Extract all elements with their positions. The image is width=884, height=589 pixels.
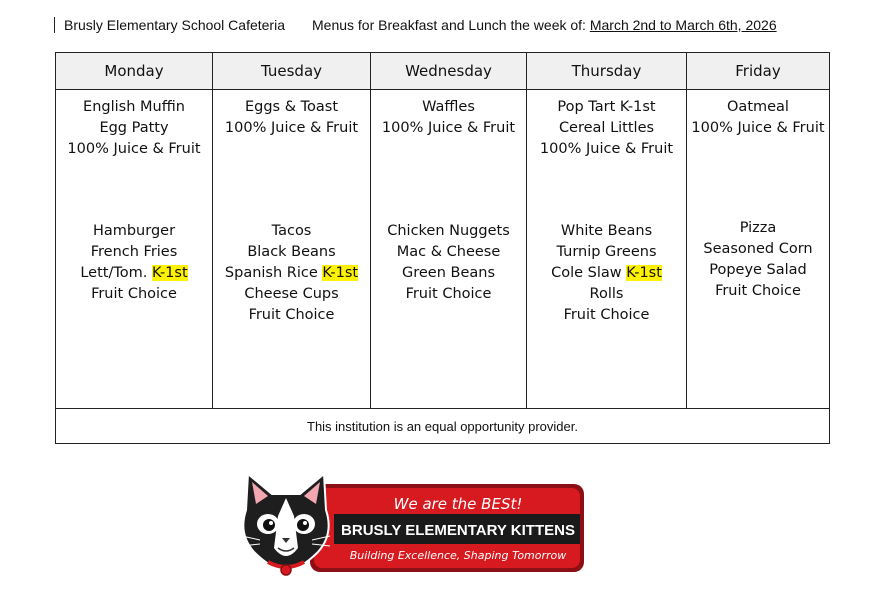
lunch-item-text: Fruit Choice [405, 286, 492, 302]
breakfast-item: 100% Juice & Fruit [381, 120, 516, 136]
lunch-item-text: Green Beans [401, 265, 496, 281]
lunch-item-text: French Fries [90, 244, 178, 260]
lunch-item-text: Fruit Choice [91, 286, 177, 302]
lunch-item [687, 239, 829, 260]
lunch-item [527, 242, 686, 263]
menu-week-header [312, 17, 777, 33]
kittens-logo [238, 470, 588, 580]
grade-tag: K-1st [626, 265, 662, 281]
school-name: Brusly Elementary School Cafeteria [64, 17, 285, 33]
lunch-item-text: Tacos [271, 223, 312, 239]
lunch-items [371, 211, 526, 305]
logo-name: BRUSLY ELEMENTARY KITTENS [341, 522, 575, 539]
lunch-item [527, 284, 686, 305]
lunch-item [213, 242, 370, 263]
lunch-item [56, 242, 212, 263]
day-header-row [56, 53, 830, 90]
logo-tagline: Building Excellence, Shaping Tomorrow [349, 549, 567, 562]
lunch-items [687, 211, 829, 302]
lunch-item [687, 218, 829, 239]
lunch-item-text: Rolls [589, 286, 624, 302]
breakfast-items [371, 90, 526, 211]
menu-table [55, 52, 830, 444]
breakfast-item: 100% Juice & Fruit [224, 120, 359, 136]
lunch-item-text: Turnip Greens [556, 244, 657, 260]
lunch-item-text: Hamburger [92, 223, 176, 239]
lunch-items [56, 211, 212, 305]
lunch-item-text: Lett/Tom. [80, 265, 148, 281]
lunch-item [527, 263, 686, 284]
breakfast-item: Oatmeal [727, 99, 789, 115]
breakfast-items [687, 90, 829, 211]
lunch-items [527, 211, 686, 326]
lunch-item [371, 284, 526, 305]
breakfast-item: English Muffin [83, 99, 185, 115]
menu-row [56, 90, 830, 409]
day-header-friday: Friday [687, 53, 830, 90]
day-header-thursday: Thursday [527, 53, 687, 90]
lunch-item [687, 281, 829, 302]
lunch-item-text: Mac & Cheese [396, 244, 501, 260]
lunch-item-text: Black Beans [247, 244, 336, 260]
day-cell-tuesday [213, 90, 371, 409]
lunch-item [371, 242, 526, 263]
lunch-item [527, 221, 686, 242]
lunch-item [56, 284, 212, 305]
breakfast-item: Pop Tart K-1st [557, 99, 656, 115]
lunch-item-text: Fruit Choice [715, 283, 801, 299]
lunch-item [213, 221, 370, 242]
day-cell-friday [687, 90, 830, 409]
lunch-item [213, 263, 370, 284]
breakfast-item: 100% Juice & Fruit [691, 120, 825, 136]
grade-tag: K-1st [151, 265, 188, 281]
equal-opportunity-note: This institution is an equal opportunity provider. [56, 409, 830, 444]
lunch-item [213, 305, 370, 326]
lunch-item-text: Fruit Choice [248, 307, 335, 323]
breakfast-item: Waffles [422, 99, 475, 115]
lunch-item-text: Cole Slaw [551, 265, 622, 281]
footer-row [56, 409, 830, 444]
breakfast-items [527, 90, 686, 211]
lunch-item-text: Chicken Nuggets [387, 223, 510, 239]
lunch-item-text: Popeye Salad [709, 262, 807, 278]
lunch-item-text: Fruit Choice [563, 307, 650, 323]
breakfast-item: 100% Juice & Fruit [67, 141, 201, 157]
breakfast-items [56, 90, 212, 211]
day-cell-wednesday [371, 90, 527, 409]
breakfast-item: 100% Juice & Fruit [539, 141, 674, 157]
lunch-item [527, 305, 686, 326]
grade-tag: K-1st [322, 265, 359, 281]
lunch-item-text: Cheese Cups [244, 286, 339, 302]
breakfast-items [213, 90, 370, 211]
day-header-monday: Monday [56, 53, 213, 90]
lunch-item [371, 221, 526, 242]
lunch-item-text: Seasoned Corn [703, 241, 813, 257]
breakfast-item: Egg Patty [99, 120, 169, 136]
lunch-item-text: Spanish Rice [224, 265, 318, 281]
lunch-item [687, 260, 829, 281]
lunch-item-text: White Beans [560, 223, 653, 239]
lunch-item [371, 263, 526, 284]
lunch-item-text: Pizza [739, 220, 777, 236]
day-cell-thursday [527, 90, 687, 409]
text-cursor [54, 17, 55, 33]
breakfast-item: Eggs & Toast [244, 99, 339, 115]
lunch-item [56, 221, 212, 242]
lunch-item [213, 284, 370, 305]
breakfast-item: Cereal Littles [558, 120, 655, 136]
day-header-wednesday: Wednesday [371, 53, 527, 90]
menus-label: Menus for Breakfast and Lunch the week of: [312, 17, 586, 33]
menu-dates: March 2nd to March 6th, 2026 [589, 17, 777, 33]
day-header-tuesday: Tuesday [213, 53, 371, 90]
lunch-item [56, 263, 212, 284]
day-cell-monday [56, 90, 213, 409]
lunch-items [213, 211, 370, 326]
logo-slogan: We are the BESt! [393, 495, 523, 513]
